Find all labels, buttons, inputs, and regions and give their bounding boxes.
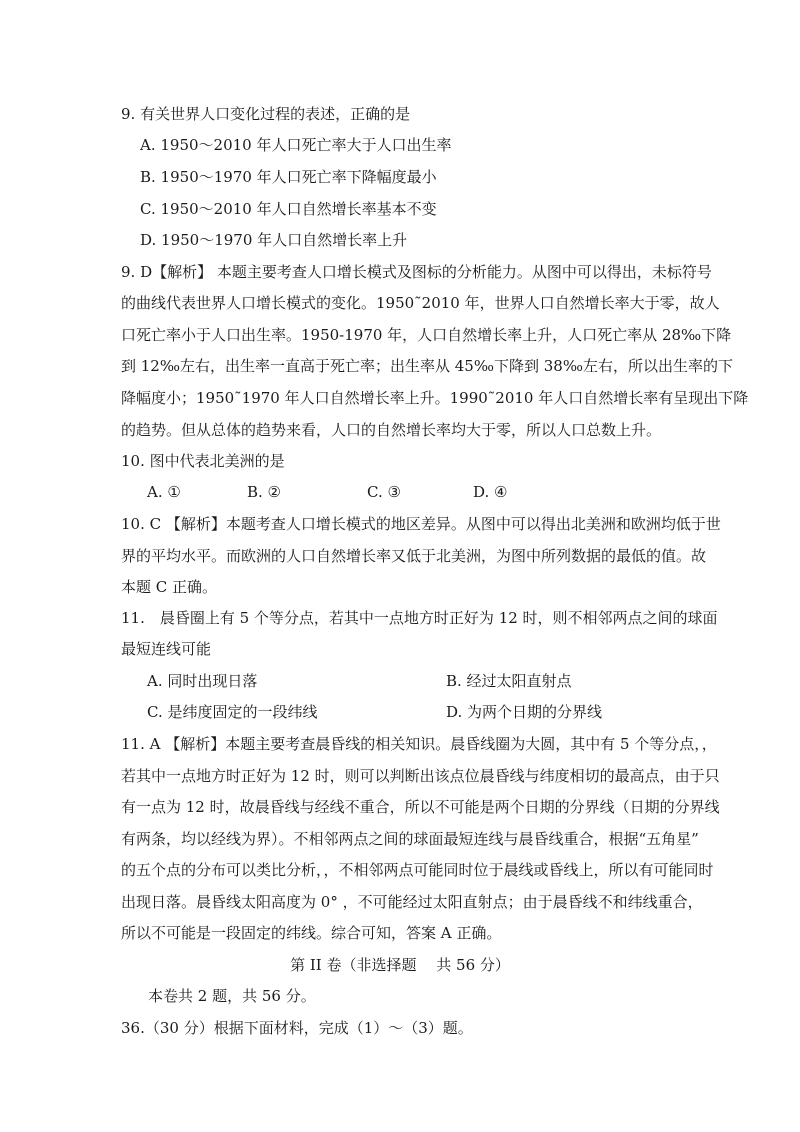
q11-option-c: C. 是纬度固定的一段纬线 — [147, 703, 318, 721]
q11-analysis-line: 有一点为 12 时，故晨昏线与经线不重合，所以不可能是两个日期的分界线（日期的分界线 — [121, 798, 720, 816]
q9-option-c: C. 1950～2010 年人口自然增长率基本不变 — [140, 200, 437, 218]
q10-analysis-line: 界的平均水平。而欧洲的人口自然增长率又低于北美洲，为图中所列数据的最低的值。故 — [121, 547, 707, 565]
q9-analysis-line: 到 12‰左右，出生率一直高于死亡率；出生率从 45‰下降到 38‰左右，所以出生率的下 — [121, 357, 733, 375]
q11-stem-line: 最短连线可能 — [121, 640, 212, 658]
q11-analysis-line: 有两条，均以经线为界）。不相邻两点之间的球面最短连线与晨昏线重合，根据“五角星” — [121, 830, 699, 848]
q10-stem: 10. 图中代表北美洲的是 — [121, 452, 285, 470]
q10-option-d: D. ④ — [473, 483, 508, 501]
q11-option-d: D. 为两个日期的分界线 — [446, 703, 603, 721]
q9-option-d: D. 1950～1970 年人口自然增长率上升 — [140, 231, 408, 249]
q11-analysis-line: 的五个点的分布可以类比分析，，不相邻两点可能同时位于晨线或昏线上，所以有可能同时 — [121, 861, 714, 879]
q9-analysis-line: 9. D【解析】 本题主要考查人口增长模式及图标的分析能力。从图中可以得出，未标符号 — [121, 263, 712, 281]
q11-analysis-line: 出现日落。晨昏线太阳高度为 0° ，不可能经过太阳直射点；由于晨昏线不和纬线重合， — [121, 893, 703, 911]
section-title: 第 II 卷（非选择题 共 56 分） — [290, 956, 510, 974]
q11-option-a: A. 同时出现日落 — [147, 672, 258, 690]
q9-option-b: B. 1950～1970 年人口死亡率下降幅度最小 — [140, 168, 437, 186]
section-intro: 本卷共 2 题，共 56 分。 — [148, 987, 316, 1005]
q10-option-a: A. ① — [147, 483, 181, 501]
q9-analysis-line: 口死亡率小于人口出生率。1950-1970 年，人口自然增长率上升，人口死亡率从 28‰下降 — [121, 326, 732, 344]
q11-analysis-line: 11. A 【解析】本题主要考查晨昏线的相关知识。晨昏线圈为大圆，其中有 5 个等分点，， — [121, 735, 717, 753]
q36-stem: 36.（30 分）根据下面材料，完成（1）～（3）题。 — [121, 1019, 473, 1037]
q9-option-a: A. 1950～2010 年人口死亡率大于人口出生率 — [140, 136, 452, 154]
q10-option-c: C. ③ — [367, 483, 401, 501]
q9-stem: 9. 有关世界人口变化过程的表述，正确的是 — [121, 105, 411, 123]
q9-analysis-line: 的曲线代表世界人口增长模式的变化。1950˜2010 年，世界人口自然增长率大于零，故人 — [121, 294, 720, 312]
q10-analysis-line: 10. C 【解析】本题考查人口增长模式的地区差异。从图中可以得出北美洲和欧洲均低于世 — [121, 515, 721, 533]
q10-option-b: B. ② — [247, 483, 282, 501]
q9-analysis-line: 降幅度小；1950˜1970 年人口自然增长率上升。1990˜2010 年人口自然增长率有呈现出下降 — [121, 389, 749, 407]
q11-option-b: B. 经过太阳直射点 — [446, 672, 572, 690]
q11-analysis-line: 若其中一点地方时正好为 12 时，则可以判断出该点位晨昏线与纬度相切的最高点，由于只 — [121, 767, 720, 785]
q9-analysis-line: 的趋势。但从总体的趋势来看，人口的自然增长率均大于零，所以人口总数上升。 — [121, 421, 662, 439]
q10-analysis-line: 本题 C 正确。 — [121, 578, 218, 596]
q11-analysis-line: 所以不可能是一段固定的纬线。综合可知，答案 A 正确。 — [121, 924, 502, 942]
q11-stem-line: 11. 晨昏圈上有 5 个等分点，若其中一点地方时正好为 12 时，则不相邻两点之间的球面 — [121, 609, 718, 627]
